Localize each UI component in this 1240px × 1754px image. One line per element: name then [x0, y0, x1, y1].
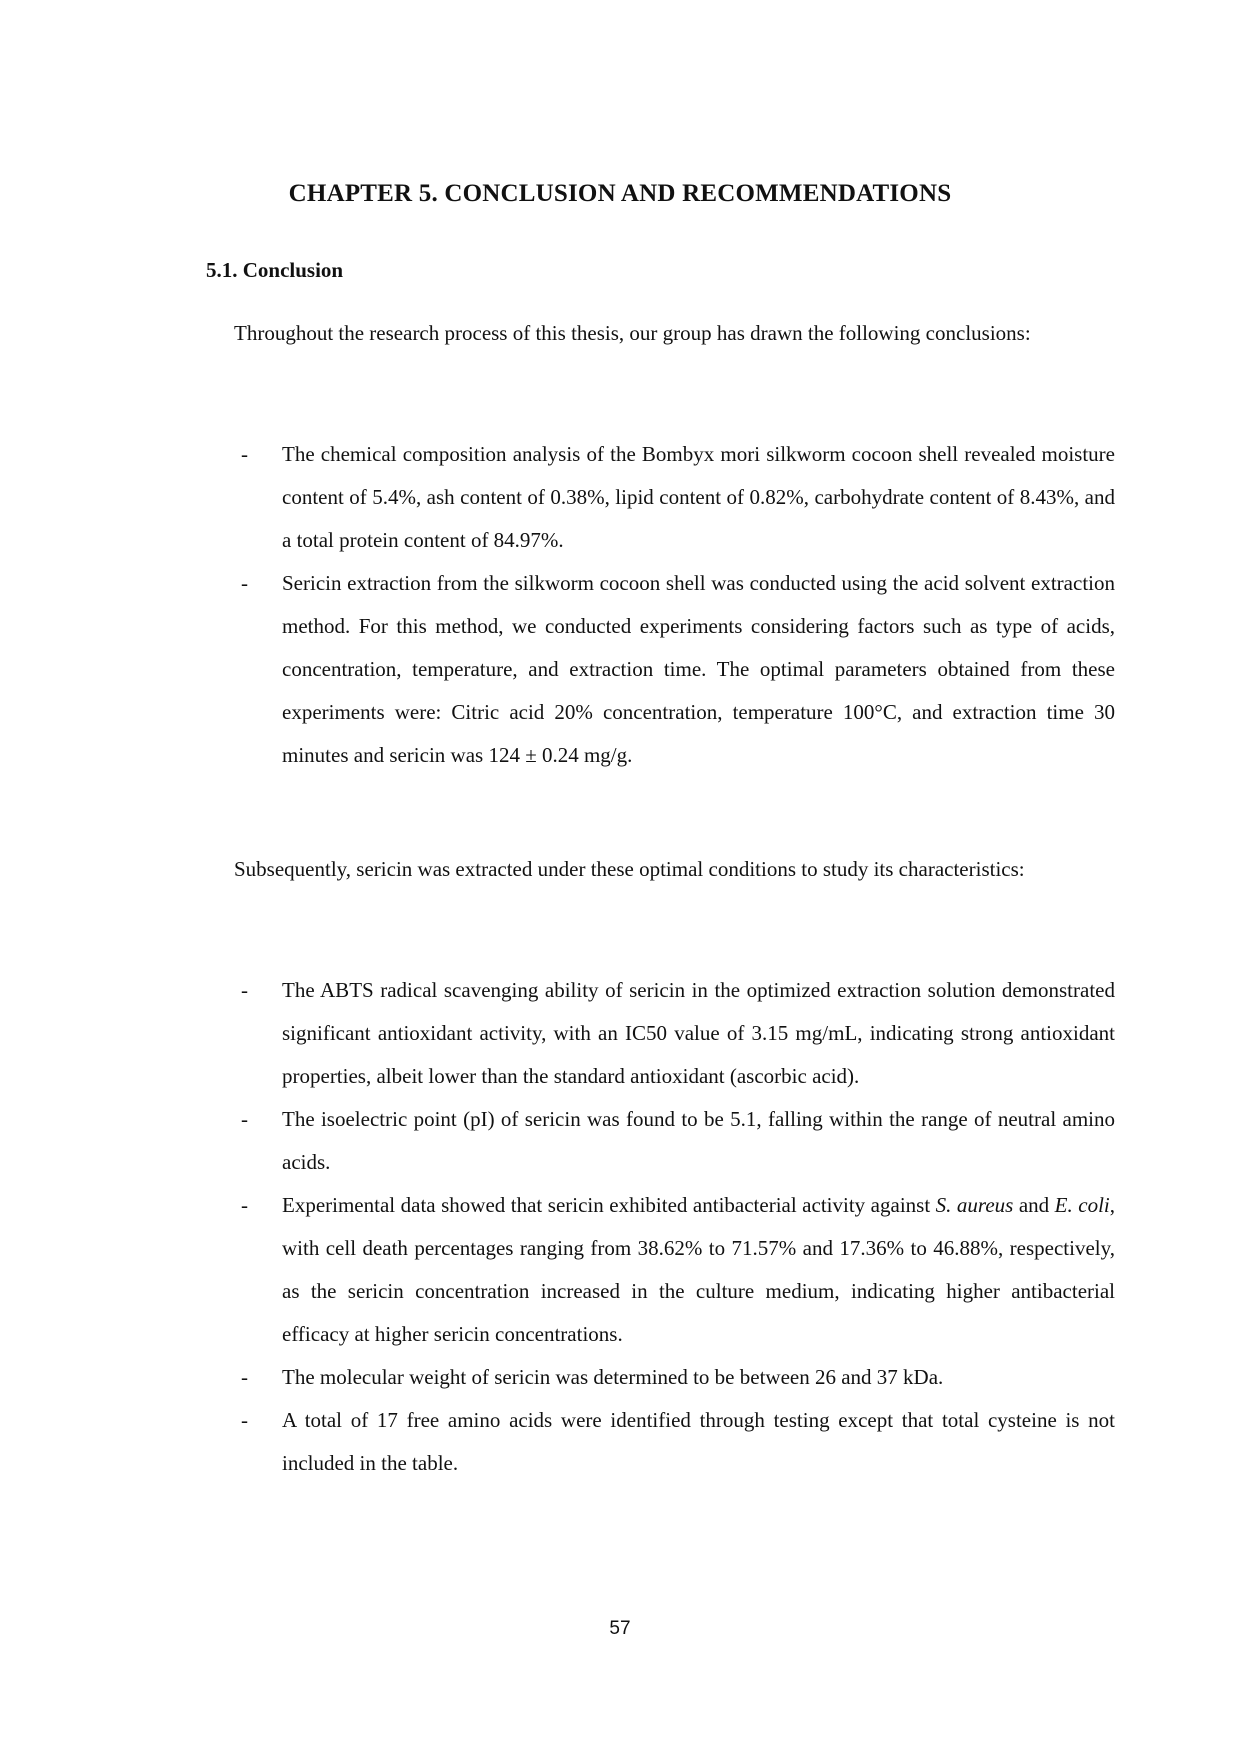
bullet-dash: - — [241, 978, 248, 1002]
bullet-text: The chemical composition analysis of the Bombyx mori silkworm cocoon shell revealed moisture content of 5.4%, ash content of 0.38%, lipid content of 0.82%, carbohydrate content of 8.43%, and a total protein content of 84.97%. — [282, 442, 1115, 552]
bullet-dash: - — [241, 1365, 248, 1389]
characteristics-bullet-list — [206, 969, 1115, 1485]
list-item — [206, 1184, 1115, 1356]
page-number: 57 — [609, 1618, 631, 1639]
bullet-dash: - — [241, 1408, 248, 1432]
list-item — [206, 1098, 1115, 1184]
bullet-text-and: and — [1013, 1193, 1055, 1217]
bullet-dash: - — [241, 1107, 248, 1131]
organism-name: E. coli — [1054, 1193, 1110, 1217]
intro-paragraph: Throughout the research process of this thesis, our group has drawn the following conclusions: — [234, 321, 1031, 345]
bullet-dash: - — [241, 442, 248, 466]
list-item — [206, 969, 1115, 1098]
list-item — [206, 1399, 1115, 1485]
bullet-dash: - — [241, 571, 248, 595]
bullet-text: A total of 17 free amino acids were identified through testing except that total cysteine is not included in the table. — [282, 1408, 1115, 1475]
organism-name: S. aureus — [935, 1193, 1014, 1217]
composition-bullet-list — [206, 433, 1115, 777]
chapter-title: CHAPTER 5. CONCLUSION AND RECOMMENDATIONS — [288, 180, 952, 207]
bullet-text: The molecular weight of sericin was determined to be between 26 and 37 kDa. — [282, 1365, 944, 1389]
list-item — [206, 1356, 1115, 1399]
bullet-dash: - — [241, 1193, 248, 1217]
bullet-text: The ABTS radical scavenging ability of sericin in the optimized extraction solution demonstrated significant antioxidant activity, with an IC50 value of 3.15 mg/mL, indicating strong antioxidant properties, albeit lower than the standard antioxidant (ascorbic acid). — [282, 978, 1115, 1088]
bullet-text: The isoelectric point (pI) of sericin was found to be 5.1, falling within the range of neutral amino acids. — [282, 1107, 1115, 1174]
list-item — [206, 562, 1115, 777]
bullet-text: Sericin extraction from the silkworm cocoon shell was conducted using the acid solvent extraction method. For this method, we conducted experiments considering factors such as type of acids, concentration, temperature, and extraction time. The optimal parameters obtained from these experiments were: Citric acid 20% concentration, temperature 100°C, and extraction time 30 minutes and sericin was 124 ± 0.24 mg/g. — [282, 571, 1115, 767]
list-item — [206, 433, 1115, 562]
bullet-text-after: , with cell death percentages ranging from 38.62% to 71.57% and 17.36% to 46.88%, respectively, as the sericin concentration increased in the culture medium, indicating higher antibacterial efficacy at higher sericin concentrations. — [282, 1193, 1115, 1346]
characteristics-paragraph: Subsequently, sericin was extracted under these optimal conditions to study its characteristics: — [234, 857, 1025, 881]
bullet-text-before: Experimental data showed that sericin exhibited antibacterial activity against — [282, 1193, 936, 1217]
section-heading: 5.1. Conclusion — [206, 258, 344, 282]
